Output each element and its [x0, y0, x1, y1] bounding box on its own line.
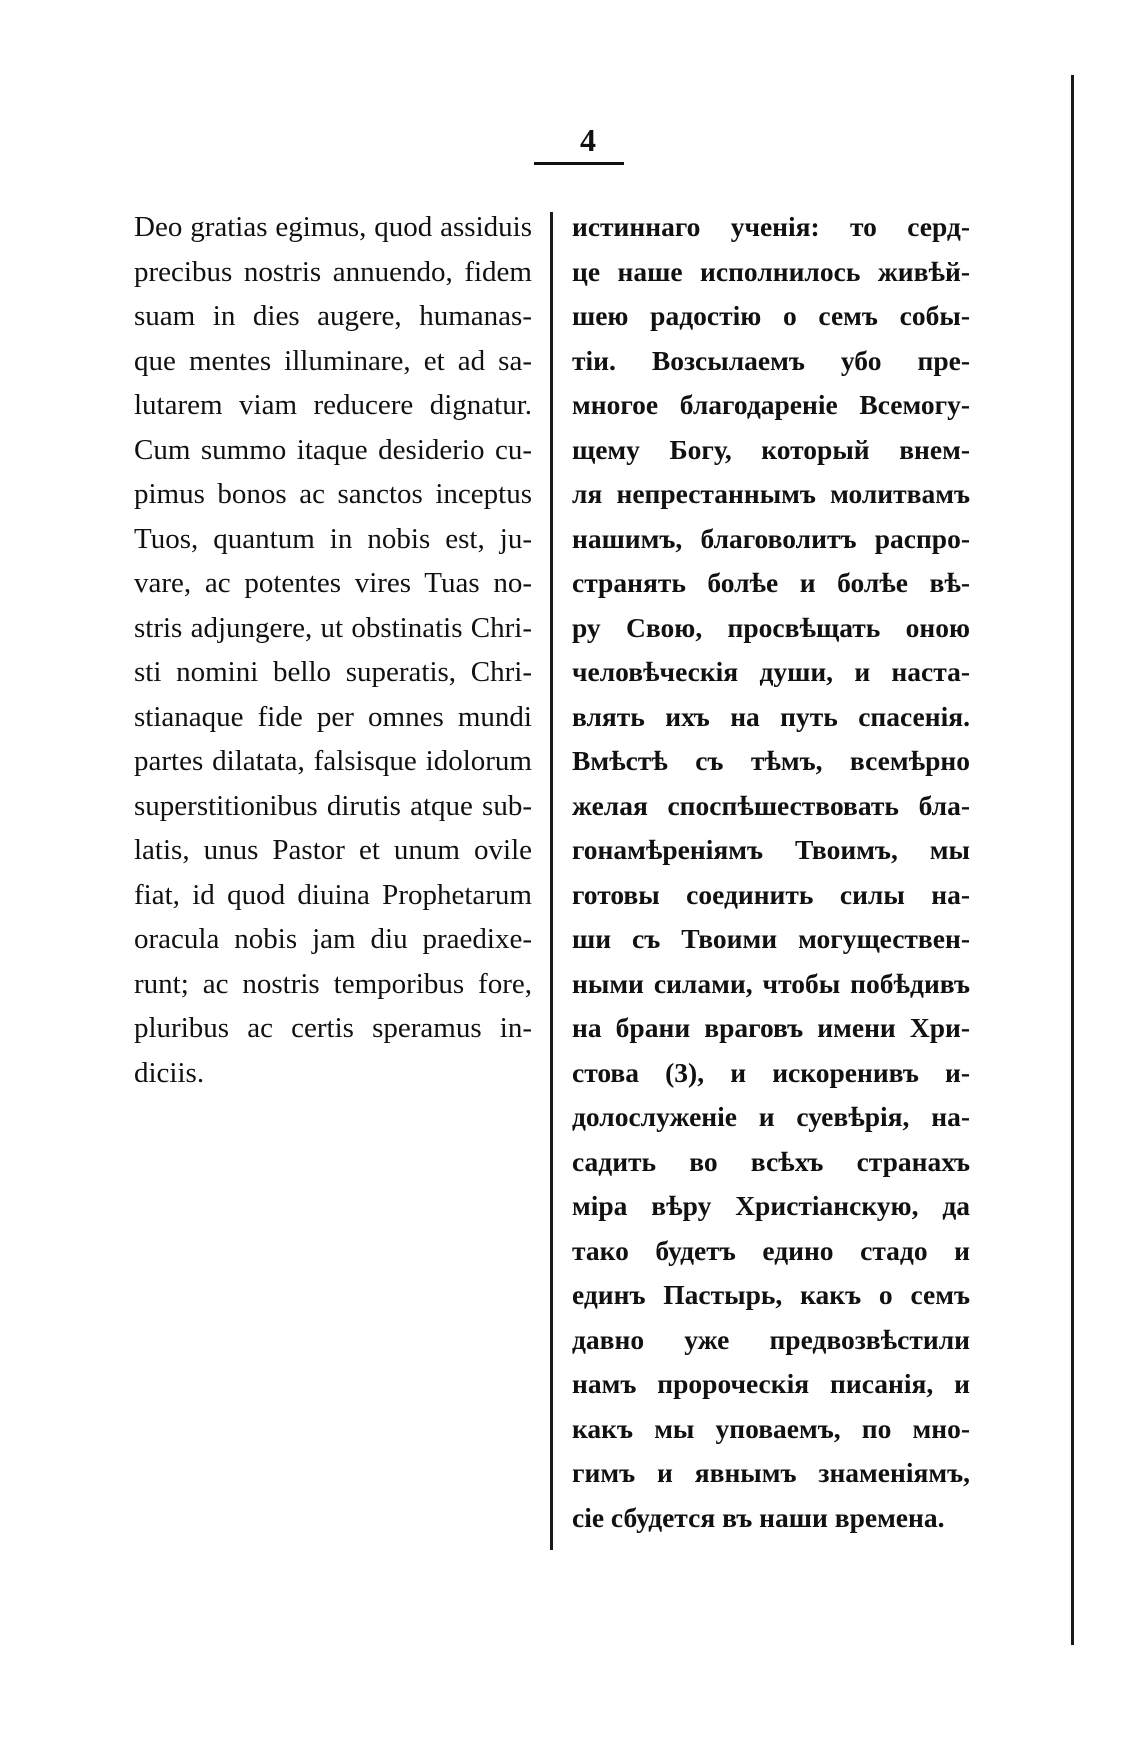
russian-line: желая споспѣшествовать бла-: [572, 789, 970, 821]
russian-line: щему Богу, который внем-: [572, 433, 970, 465]
russian-line: намъ пророческія писанія, и: [572, 1368, 970, 1399]
latin-line: vare, ac potentes vires Tuas no-: [134, 567, 532, 599]
latin-line: pimus bonos ac sanctos inceptus: [134, 478, 532, 510]
russian-line: ными силами, чтобы побѣдивъ: [572, 967, 970, 999]
latin-line: stris adjungere, ut obstinatis Chri-: [134, 611, 532, 644]
russian-line: единъ Пастырь, какъ о семъ: [572, 1279, 970, 1310]
russian-line: странять болѣе и болѣе вѣ-: [572, 567, 970, 598]
russian-line: какъ мы уповаемъ, по мно-: [572, 1412, 970, 1444]
latin-line: stianaque fide per omnes mundi: [134, 700, 532, 733]
russian-line: це наше исполнилось живѣй-: [572, 255, 970, 287]
russian-line: садить во всѣхъ странахъ: [572, 1145, 970, 1177]
russian-line: влять ихъ на путь спасенія.: [572, 700, 970, 732]
russian-line: гимъ и явнымъ знаменіямъ,: [572, 1457, 970, 1488]
russian-line: шею радостію о семъ собы-: [572, 300, 970, 331]
latin-line: lutarem viam reducere dignatur.: [134, 389, 532, 421]
russian-line: многое благодареніе Всемогу-: [572, 389, 970, 420]
russian-line: человѣческія души, и наста-: [572, 656, 970, 687]
russian-line: сіе сбудется въ наши времена.: [572, 1501, 945, 1533]
latin-line: diciis.: [134, 1056, 205, 1089]
russian-line: ля непрестаннымъ молитвамъ: [572, 478, 970, 509]
russian-column: [572, 205, 970, 1540]
russian-line: ши съ Твоими могуществен-: [572, 923, 970, 954]
russian-line: готовы соединить силы на-: [572, 878, 970, 910]
russian-line: нашимъ, благоволитъ распро-: [572, 522, 970, 554]
latin-line: oracula nobis jam diu praedixe-: [134, 923, 532, 955]
page-number: 4: [580, 122, 596, 158]
russian-line: міра вѣру Христіанскую, да: [572, 1190, 970, 1221]
russian-line: тіи. Возсылаемъ убо пре-: [572, 344, 970, 376]
russian-line: гонамѣреніямъ Твоимъ, мы: [572, 834, 970, 865]
russian-line: на брани враговъ имени Хри-: [572, 1012, 970, 1043]
latin-line: Cum summo itaque desiderio cu-: [134, 433, 532, 466]
latin-line: superstitionibus dirutis atque sub-: [134, 789, 532, 822]
latin-line: pluribus ac certis speramus in-: [134, 1012, 532, 1044]
latin-column: [134, 205, 532, 1095]
russian-line: истиннаго ученія: то серд-: [572, 211, 970, 242]
header-rule: [534, 162, 624, 165]
page-edge-rule: [1071, 75, 1074, 1645]
russian-line: давно уже предвозвѣстили: [572, 1323, 970, 1355]
latin-line: fiat, id quod diuina Prophetarum: [134, 878, 532, 911]
latin-line: Tuos, quantum in nobis est, ju-: [134, 522, 532, 555]
russian-line: долослуженіе и суевѣрія, на-: [572, 1101, 970, 1132]
latin-line: latis, unus Pastor et unum ovile: [134, 834, 532, 866]
latin-line: precibus nostris annuendo, fidem: [134, 255, 532, 288]
latin-line: Deo gratias egimus, quod assiduis: [134, 211, 532, 243]
column-divider: [550, 212, 553, 1550]
latin-line: runt; ac nostris temporibus fore,: [134, 967, 532, 1000]
russian-line: ру Свою, просвѣщать оною: [572, 611, 970, 643]
russian-line: тако будетъ едино стадо и: [572, 1234, 970, 1266]
latin-line: sti nomini bello superatis, Chri-: [134, 656, 532, 688]
russian-line: Вмѣстѣ съ тѣмъ, всемѣрно: [572, 745, 970, 776]
latin-line: partes dilatata, falsisque idolorum: [134, 745, 532, 777]
latin-line: que mentes illuminare, et ad sa-: [134, 344, 532, 377]
latin-line: suam in dies augere, humanas-: [134, 300, 532, 332]
russian-line: стова (3), и искоренивъ и-: [572, 1056, 970, 1088]
